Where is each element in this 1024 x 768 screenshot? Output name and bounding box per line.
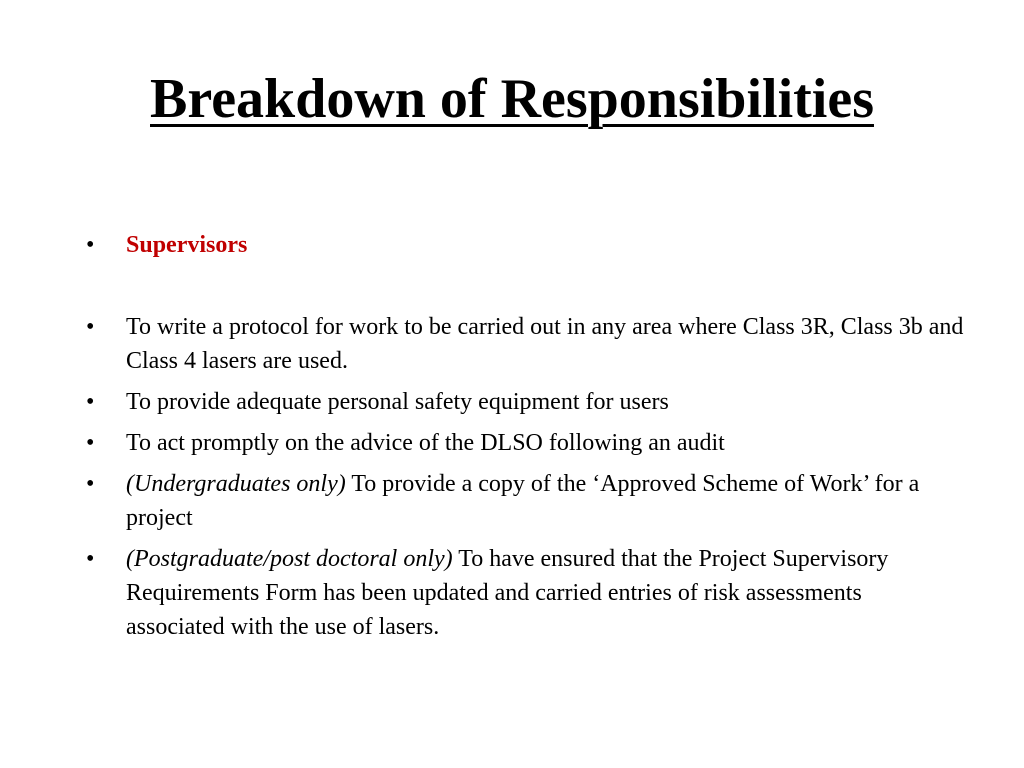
- bullet-heading: [86, 228, 966, 262]
- section-heading: Supervisors: [126, 232, 248, 258]
- bullet-text: To provide adequate personal safety equipment for users: [126, 389, 669, 415]
- bullet-item: [86, 542, 966, 644]
- bullet-qualifier: (Undergraduates only): [126, 471, 346, 497]
- bullet-item: [86, 467, 966, 535]
- slide-title-text: Breakdown of Responsibilities: [150, 68, 874, 130]
- bullet-text: To write a protocol for work to be carried out in any area where Class 3R, Class 3b and Class 4 lasers are used.: [126, 314, 964, 374]
- bullet-item: [86, 385, 966, 419]
- slide-title: [0, 64, 1024, 134]
- bullet-item: [86, 310, 966, 378]
- bullet-dot: •: [86, 430, 95, 456]
- bullet-dot: •: [86, 314, 95, 340]
- bullet-qualifier: (Postgraduate/post doctoral only): [126, 546, 453, 572]
- bullet-text: To act promptly on the advice of the DLSO following an audit: [126, 430, 725, 456]
- bullet-text: To provide a copy of the ‘Approved Scheme of Work’ for a project: [126, 471, 920, 531]
- bullet-text: To have ensured that the Project Supervisory Requirements Form has been updated and carried entries of risk assessments associated with the use of lasers.: [126, 546, 889, 640]
- bullet-dot: •: [86, 546, 95, 572]
- bullet-list: [86, 228, 966, 651]
- bullet-item: [86, 426, 966, 460]
- bullet-dot: •: [86, 471, 95, 497]
- bullet-dot: •: [86, 389, 95, 415]
- bullet-dot: •: [86, 232, 95, 258]
